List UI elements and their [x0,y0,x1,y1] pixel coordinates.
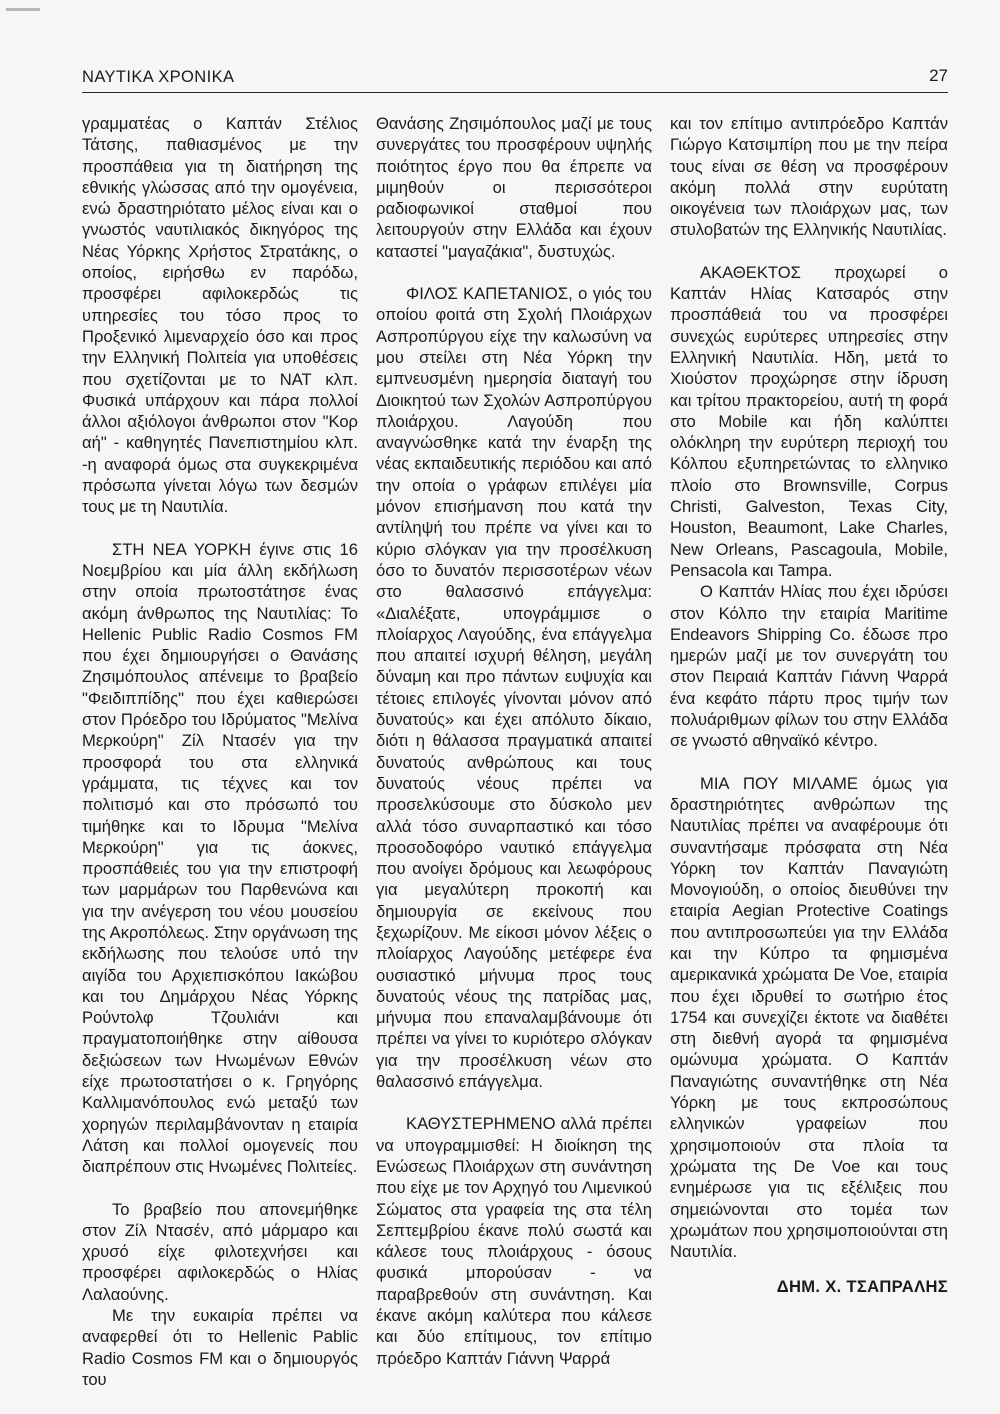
paragraph: ΣΤΗ ΝΕΑ ΥΟΡΚΗ έγινε στις 16 Νοεμβρίου και μία άλλη εκδήλωση στην οποία πρωτοστάτησε ένας ακόμη άνθρωπος της Ναυτιλίας: Το Hellenic Public Radio Cosmos FM που έχει δημιουργήσει ο Θανάσης Ζησιμόπουλος απένειμε το βραβείο "Φειδιππίδης" που έχει καθιερώσει στον Πρόεδρο του Ιδρύματος "Μελίνα Μερκούρη" Ζίλ Ντασέν για την προσφορά του στα ελληνικά γράμματα, τις τέχνες και τον πολιτισμό και στο πρόσωπό του τιμήθηκε και το Ιδρυμα "Μελίνα Μερκούρη" για τις άοκνες, προσπάθειές του για την επιστροφή των μαρμάρων του Παρθενώνα και για την ανέγερση του νέου μουσείου της Ακροπόλεως. Στην οργάνωση της εκδήλωσης που τελούσε υπό την αιγίδα του Αρχιεπισκόπου Ιακώβου και του Δημάρχου Νέας Υόρκης Ρούντολφ Τζουλιάνι και πραγματοποιήθηκε στην αίθουσα δεξιώσεων των Ηνωμένων Εθνών είχε πρωτοστατήσει ο κ. Γρηγόρης Καλλιμανόπουλος ενώ μεταξύ των χορηγών περιλαμβάνονταν η εταιρία Λάτση και πολλοί ομογενείς που διαπρέπουν στις Ηνωμένες Πολιτείες. [82,539,358,1177]
paragraph: ΚΑΘΥΣΤΕΡΗΜΕΝΟ αλλά πρέπει να υπογραμμισθεί: Η διοίκηση της Ενώσεως Πλοιάρχων στη συνάντηση που είχε με τον Αρχηγό του Λιμενικού Σώματος στα γραφεία της στα τέλη Σεπτεμβρίου έκανε πολύ σωστά και κάλεσε τους πλοιάρχους - όσους φυσικά μπορούσαν - να παραβρεθούν στη συνάντηση. Και έκανε ακόμη καλύτερα που κάλεσε και δύο επίτιμους, τον επίτιμο πρόεδρο Καπτάν Γιάννη Ψαρρά [376,1114,652,1368]
paragraph: ΑΚΑΘΕΚΤΟΣ προχωρεί ο Καπτάν Ηλίας Κατσαρός στην προσπάθειά του να προσφέρει συνεχώς ευρύτερες υπηρεσίες στην Ελληνική Ναυτιλία. Ηδη, μετά το Χιούστον προχώρησε στην ίδρυση και τρίτου πρακτορείου, αυτή τη φορά στο Mobile και ήδη καλύπτει ολόκληρη την ευρύτερη περιοχή του Κόλπου εξυπηρετώντας το ελληνικο πλοίο στο Brownsville, Corpus Christi, Galveston, Texas City, Houston, Beaumont, Lake Charles, New Orleans, Pascagoula, Mobile, Pensacola και Tampa. [670,262,948,580]
publication-title: ΝΑΥΤΙΚΑ ΧΡΟΝΙΚΑ [82,68,235,86]
paragraph: Με την ευκαιρία πρέπει να αναφερθεί ότι το Hellenic Pablic Radio Cosmos FM και ο δημιουργός του [82,1306,358,1389]
paragraph: Το βραβείο που απονεμήθηκε στον Ζίλ Ντασέν, από μάρμαρο και χρυσό είχε φιλοτεχνήσει και προσφέρει αφιλοκερδώς ο Ηλίας Λαλαούνης. [82,1199,358,1304]
paragraph: ΜΙΑ ΠΟΥ ΜΙΛΑΜΕ όμως για δραστηριότητες ανθρώπων της Ναυτιλίας πρέπει να αναφέρουμε ότι συναντήσαμε πρόσφατα στη Νέα Υόρκη τον Καπτάν Παναγιώτη Μονογιούδη, ο οποίος διευθύνει την εταιρία Aegian Protective Coatings που αντιπροσωπεύει για την Ελλάδα και την Κύπρο τα φημισμένα αμερικανικά χρώματα De Voe, εταιρία που έχει ιδρυθεί το σωτήριο έτος 1754 και συνεχίζει έκτοτε να διαθέτει στη διεθνή αγορά τα φημισμένα ομώνυμα χρώματα. Ο Καπτάν Παναγιώτης συναντήθηκε στη Νέα Υόρκη με τους εκπροσώπους ελληνικών γραφείων που χρησιμοποιούν στα πλοία τα χρώματα της De Voe και τους ενημέρωσε για τις εξέλιξεις που σημειώνονται στο τομέα των χρωμάτων που χρησιμοποιούνται στη Ναυτιλία. [670,773,948,1262]
paragraph: Ο Καπτάν Ηλίας που έχει ιδρύσει στον Κόλπο την εταιρία Maritime Endeavors Shipping Co. έδωσε προ ημερών μαζί με τον συνεργάτη του στον Πειραιά Καπτάν Γιάννη Ψαρρά ένα κεφάτο πάρτυ προς τιμήν των πολυάριθμων φίλων του στην Ελλάδα σε γνωστό αθηναϊκό κέντρο. [670,582,948,751]
paragraph: και τον επίτιμο αντιπρόεδρο Καπτάν Γιώργο Κατσιμπίρη που με την πείρα τους είναι σε θέση να προσφέρουν ακόμη πολλά στην ευρύτατη οικογένεια των πλοιάρχων μας, των στυλοβατών της Ελληνικής Ναυτιλίας. [670,114,948,240]
paragraph: ΦΙΛΟΣ ΚΑΠΕΤΑΝΙΟΣ, ο γιός του οποίου φοιτά στη Σχολή Πλοιάρχων Ασπροπύργου είχε την καλωσύνη να μου στείλει στη Νέα Υόρκη την εμπνευσμένη ημερησία διαταγή του Διοικητού των Σχολών Ασπροπύργου πλοιάρχου. Λαγούδη που αναγνώσθηκε κατά την έναρξη της νέας εκπαιδευτικής περιόδου και από την οποία ο γράφων επιλέγει μία μόνον επισήμανση που κατά την αντίληψή του πρέπε να γίνει και το κύριο σλόγκαν για την προσέλκυση όσο το δυνατόν περισσοτέρων νέων στο θαλασσινό επάγγελμα: «Διαλέξατε, υπογράμμισε ο πλοίαρχος Λαγούδης, ένα επάγγελμα που απαιτεί ισχυρή θέληση, μεγάλη δύναμη και προ πάντων ευψυχία και τέτοιες επιλογές γίνονται μόνον από δυνατούς» και έχει απόλυτο δίκαιο, διότι η θάλασσα πραγματικά απαιτεί δυνατούς ανθρώπους και τους δυνατούς νέους πρέπει να προσελκύσουμε στο δύσκολο μεν αλλά τόσο συναρπαστικό και τόσο προσοδοφόρο ναυτικό επάγγελμα που ανοίγει δρόμους και λεωφόρους για μεγαλύτερη προκοπή και δημιουργία σε εκείνους που ξεχωρίζουν. Με είκοσι μόνον λέξεις ο πλοίαρχος Λαγούδης μετέφερε ένα ουσιαστικό μήνυμα προς τους δυνατούς νέους της πατρίδας μας, μήνυμα που επαναλαμβάνουμε ότι πρέπει να γίνει το κυριότερο σλόγκαν για την προσέλκυση νέων στο θαλασσινό επάγγελμα. [376,284,652,1092]
text-column-3 [670,113,948,1298]
paragraph: γραμματέας ο Καπτάν Στέλιος Τάτσης, παθιασμένος με την προσπάθεια για τη διατήρηση της εθνικής γλώσσας από την ομογένεια, ενώ δραστηριότατο μέλος είναι και ο γνωστός ναυτιλιακός δικηγόρος της Νέας Υόρκης Χρήστος Στρατάκης, ο οποίος, ειρήσθω εν παρόδω, προσφέρει αφιλοκερδώς τις υπηρεσίες του τόσο προς το Προξενικό λιμεναρχείο όσο και προς την Ελληνική Πολιτεία για υποθέσεις που σχετίζονται με το ΝΑΤ κλπ. Φυσικά υπάρχουν και πάρα πολλοί άλλοι αξιόλογοι άνθρωποι στον "Κορ αή" - καθηγητές Πανεπιστημίου κλπ. -η αναφορά όμως στα συγκεκριμένα πρόσωπα γίνεται λόγω των δεσμών τους με τη Ναυτιλία. [82,114,358,517]
author-signature: ΔΗΜ. Χ. ΤΣΑΠΡΑΛΗΣ [776,1277,948,1297]
scan-corner-mark [6,8,40,11]
text-column-2 [376,113,652,1369]
page-number: 27 [929,66,948,85]
paragraph: Θανάσης Ζησιμόπουλος μαζί με τους συνεργάτες του προσφέρουν υψηλής ποιότητος έργο που θα έπρεπε να μιμηθούν οι περισσότεροι ραδιοφωνικοί σταθμοί που λειτουργούν στην Ελλάδα και έχουν καταστεί "μαγαζάκια", δυστυχώς. [376,114,652,261]
page-header [82,64,948,93]
text-column-1 [82,113,358,1390]
